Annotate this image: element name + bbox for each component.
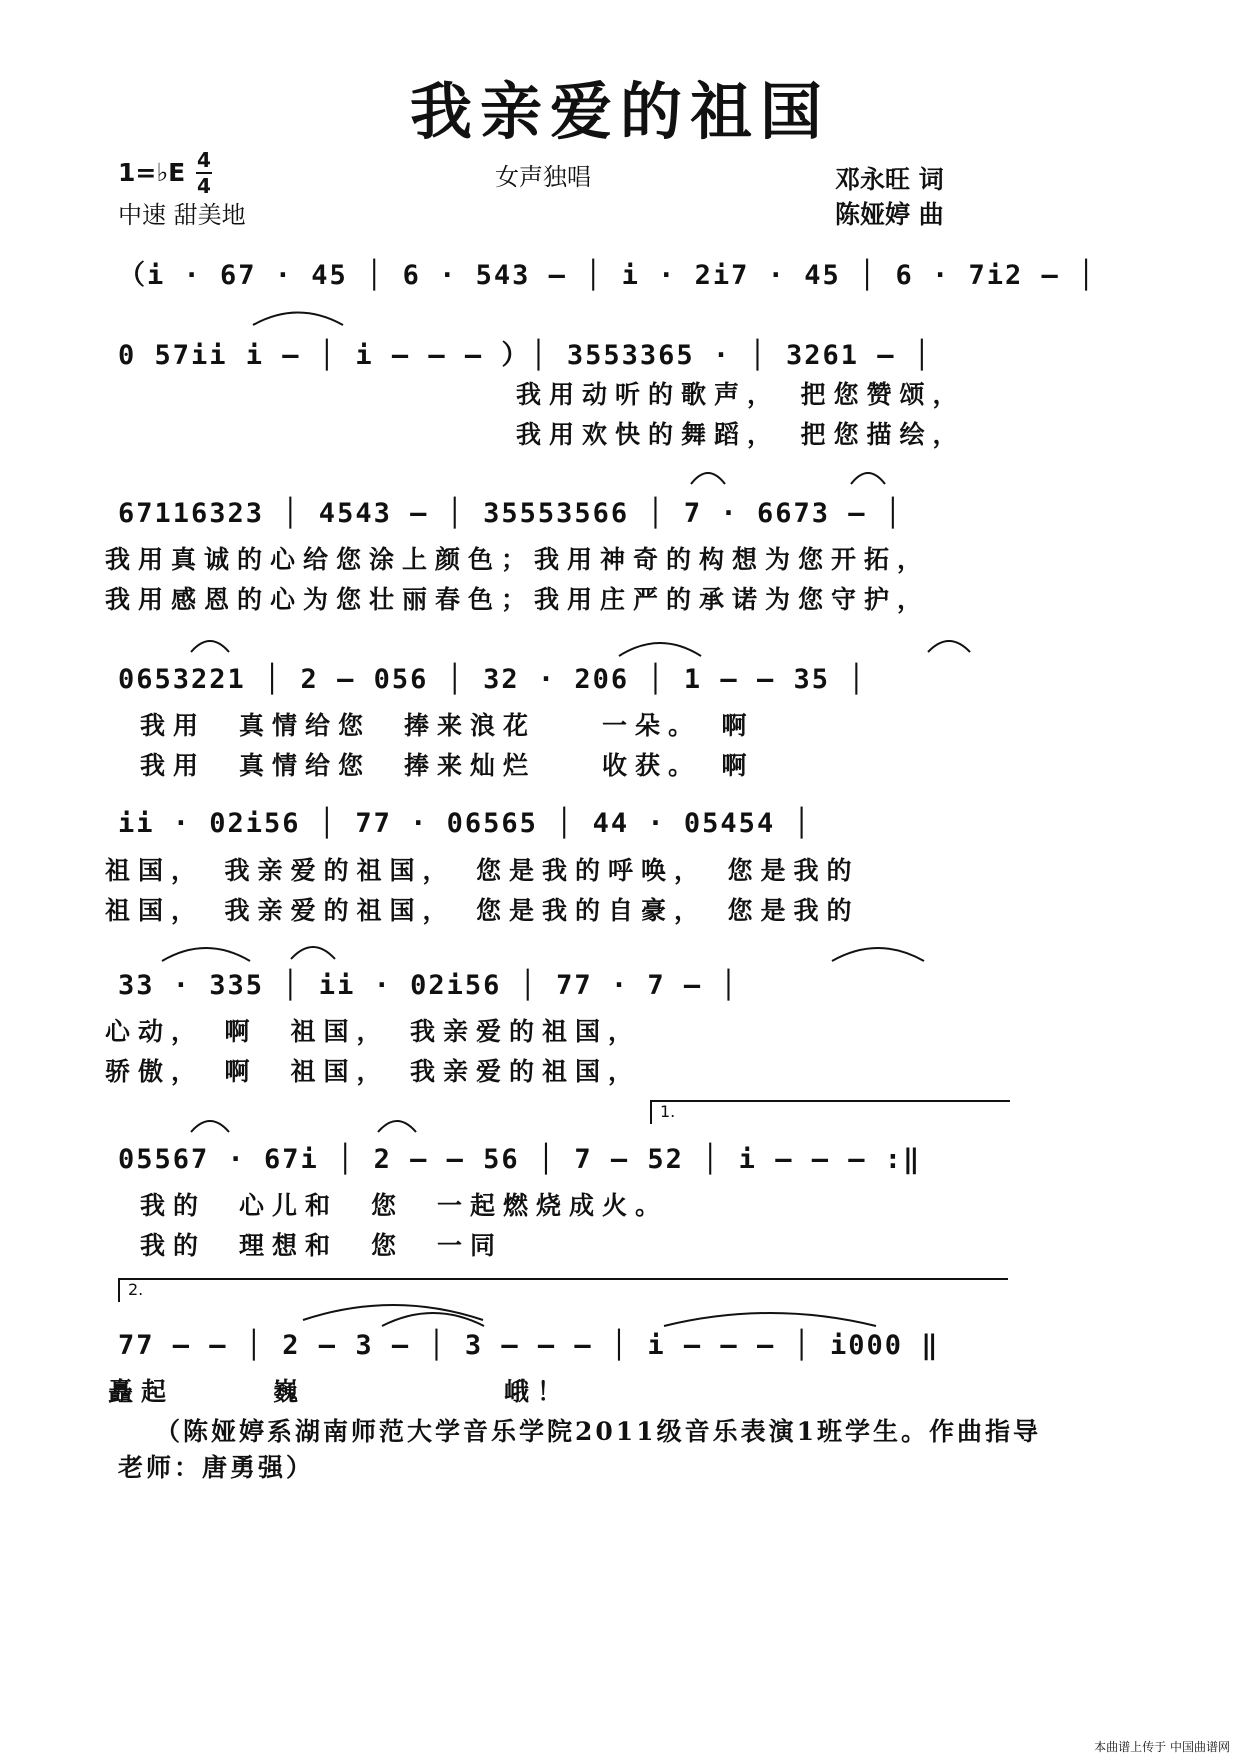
lyric-line-5-verse-1: 祖国， 我亲爱的祖国， 您是我的呼唤， 您是我的 — [105, 856, 860, 885]
key-signature — [118, 158, 185, 187]
slur-arc — [375, 1110, 419, 1136]
slur-arc — [848, 462, 888, 488]
slur-arc — [925, 630, 973, 656]
volta-label-1: 1. — [660, 1102, 676, 1121]
lyric-line-3-verse-2: 我用感恩的心为您壮丽春色；我用庄严的承诺为您守护， — [105, 585, 931, 614]
footer-watermark: 本曲谱上传于 中国曲谱网 — [1094, 1740, 1230, 1754]
notes-line-3: 67116323 │ 4543 – │ 35553566 │ 7 · 6673 – │ — [118, 498, 903, 529]
composer-note-line-2: 老师：唐勇强） — [118, 1453, 315, 1482]
tempo-marking: 中速 甜美地 — [118, 201, 246, 229]
slur-arc — [158, 935, 254, 965]
lyric-line-6-verse-1: 心动， 啊 祖国， 我亲爱的祖国， — [105, 1017, 642, 1046]
slur-arc — [828, 935, 928, 965]
lyric-line-7-verse-1: 我的 心儿和 您 一起燃烧成火。 — [140, 1191, 669, 1220]
score-line-1 — [118, 245, 1130, 305]
notes-line-5: ii · 02i56 │ 77 · 06565 │ 44 · 05454 │ — [118, 808, 812, 839]
lyric-line-6-verse-2: 骄傲， 啊 祖国， 我亲爱的祖国， — [105, 1057, 642, 1086]
key-signature-text: 1=♭E — [118, 158, 186, 187]
lyric-line-4-verse-1: 我用 真情给您 捧来浪花 一朵。 啊 — [140, 711, 755, 740]
lyricist-credit: 邓永旺 词 — [835, 165, 944, 194]
lyric-line-8: 矗起 巍 峨！ — [108, 1377, 571, 1406]
time-signature — [196, 150, 212, 196]
lyric-line-2-verse-1: 我用动听的歌声， 把您赞颂， — [516, 380, 966, 409]
slur-arc — [288, 935, 338, 963]
composer-credit: 陈娅婷 曲 — [835, 200, 944, 229]
time-signature-top: 4 — [197, 148, 211, 172]
volta-label-2: 2. — [128, 1280, 144, 1299]
performance-type: 女声独唱 — [495, 163, 591, 191]
time-signature-bottom: 4 — [197, 174, 211, 198]
lyric-line-5-verse-2: 祖国， 我亲爱的祖国， 您是我的自豪， 您是我的 — [105, 896, 860, 925]
composer-note-line-1: （陈娅婷系湖南师范大学音乐学院2011级音乐表演1班学生。作曲指导 — [155, 1417, 1041, 1446]
lyric-line-7-verse-2: 我的 理想和 您 一同 — [140, 1231, 504, 1260]
volta-bracket-2 — [118, 1278, 1008, 1302]
notes-line-8: 77 – – │ 2 – 3 – │ 3 – – – │ i – – – │ i000 ‖ — [118, 1330, 940, 1361]
notes-line-4: 0653221 │ 2 – 056 │ 32 · 206 │ 1 – – 35 │ — [118, 664, 867, 695]
slur-arc — [188, 1110, 232, 1136]
notes-line-7: 05567 · 67i │ 2 – – 56 │ 7 – 52 │ i – – – :‖ — [118, 1144, 922, 1175]
lyric-line-4-verse-2: 我用 真情给您 捧来灿烂 收获。 啊 — [140, 751, 755, 780]
notes-line-1: （i · 67 · 45 │ 6 · 543 – │ i · 2i7 · 45 │ 6 · 7i2 – │ — [118, 260, 1097, 291]
notes-line-2: 0 57ii i – │ i – – – ）│ 3553365 · │ 3261 – │ — [118, 340, 932, 371]
volta-bracket-1 — [650, 1100, 1010, 1124]
page-title: 我亲爱的祖国 — [409, 75, 830, 148]
lyric-line-2-verse-2: 我用欢快的舞蹈， 把您描绘， — [516, 420, 966, 449]
slur-arc — [188, 630, 232, 656]
lyric-line-3-verse-1: 我用真诚的心给您涂上颜色；我用神奇的构想为您开拓， — [105, 545, 931, 574]
notes-line-6: 33 · 335 │ ii · 02i56 │ 77 · 7 – │ — [118, 970, 739, 1001]
slur-arc — [688, 462, 728, 488]
